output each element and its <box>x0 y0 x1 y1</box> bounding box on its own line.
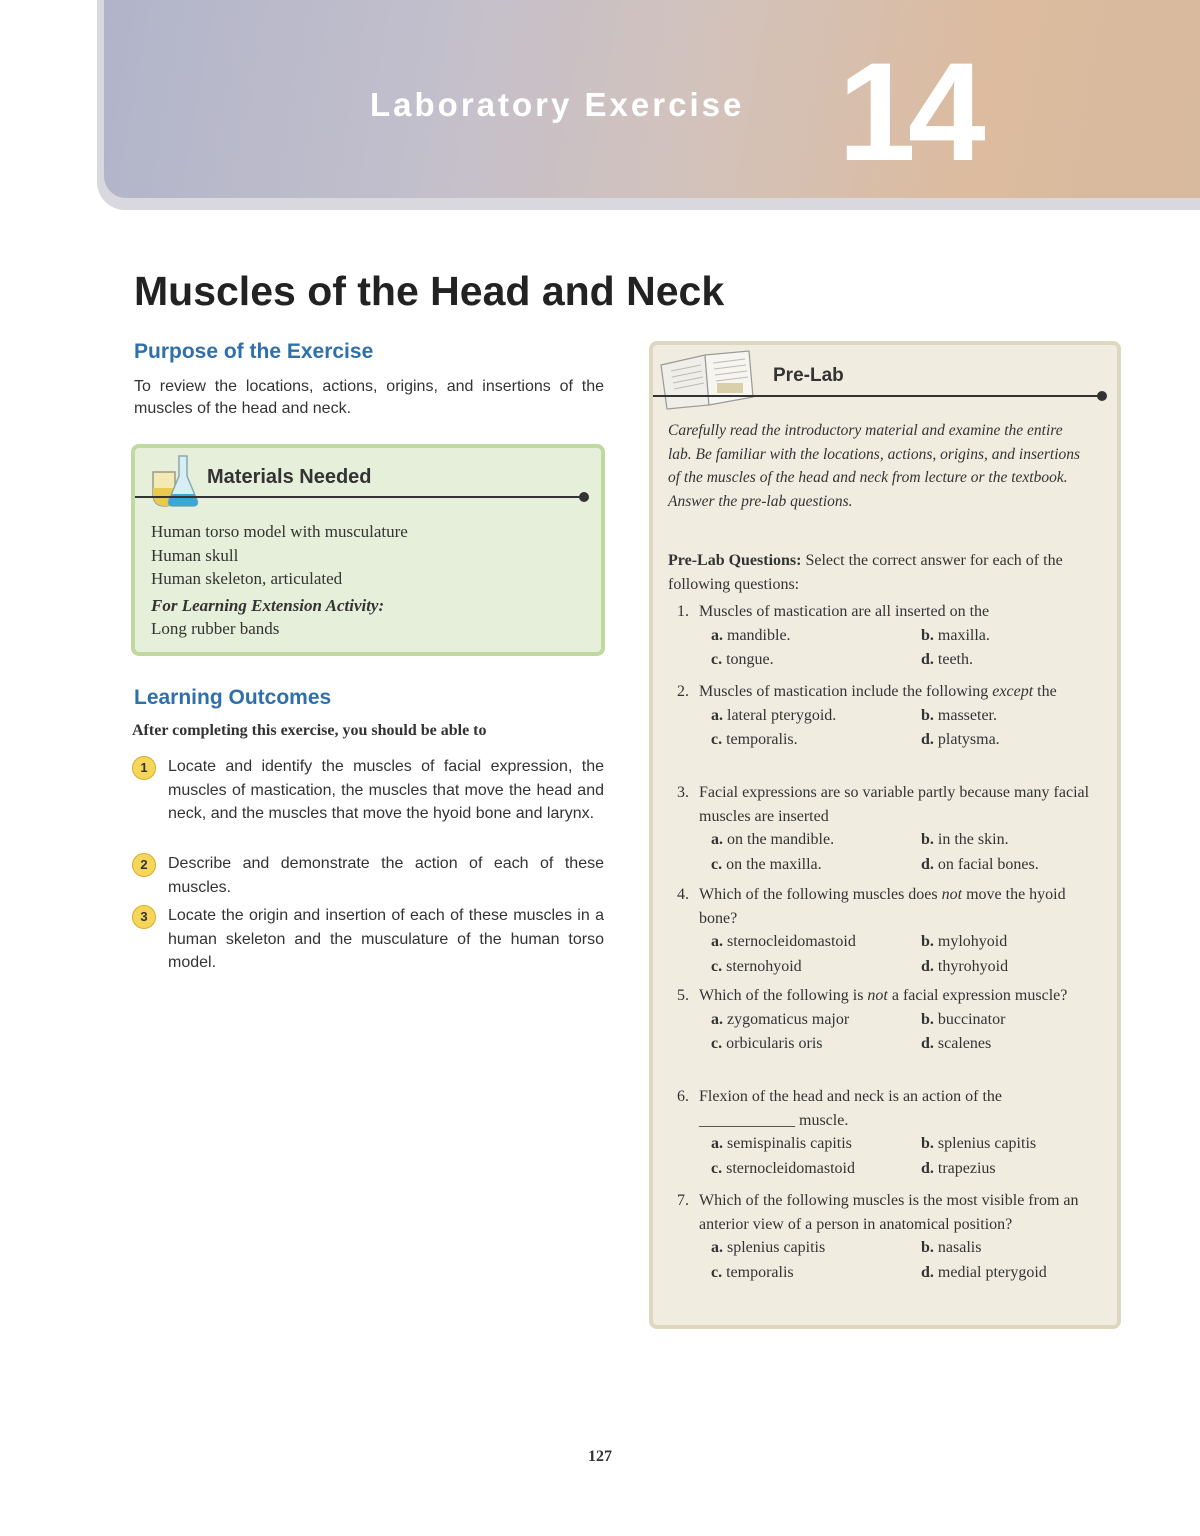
option-letter: a. <box>711 626 727 644</box>
question-number: 7. <box>677 1192 689 1209</box>
prelab-intro: Carefully read the introductory material and examine the entire lab. Be familiar with the locations, actions, origins, and insertions of the muscles of the head and neck from lecture or the textbook. Answer the pre-lab questions. <box>668 422 1081 510</box>
option-letter: c. <box>711 651 727 668</box>
option-text: maxilla. <box>937 626 990 644</box>
prelab-heading: Pre-Lab <box>773 365 844 386</box>
option-text: orbicularis oris <box>726 1035 823 1052</box>
answer-option <box>711 853 921 877</box>
answer-option <box>921 624 1121 648</box>
question-emphasis: not <box>941 886 963 903</box>
option-text: on the mandible. <box>727 831 835 848</box>
question-stem <box>677 984 1097 1008</box>
option-text: on facial bones. <box>937 855 1039 873</box>
question-number: 3. <box>677 784 689 801</box>
exercise-label: Laboratory Exercise <box>370 86 745 123</box>
answer-option <box>711 930 921 954</box>
answer-options <box>711 1236 1097 1284</box>
option-text: teeth. <box>937 651 973 668</box>
option-letter: c. <box>711 1035 727 1052</box>
option-letter: a. <box>711 1239 727 1256</box>
question-text: Muscles of mastication are all inserted on the <box>699 603 990 620</box>
outcomes-intro: After completing this exercise, you should be able to <box>132 722 487 739</box>
question-text: Flexion of the head and neck is an action of the <box>699 1088 1003 1105</box>
answer-options <box>711 930 1097 978</box>
materials-box <box>131 444 605 656</box>
option-letter: a. <box>711 1010 727 1028</box>
answer-option <box>921 828 1121 852</box>
option-letter: a. <box>711 706 727 724</box>
question-stem <box>677 883 1097 930</box>
prelab-questions-head <box>668 549 1098 597</box>
answer-option <box>921 648 1121 672</box>
option-text: mylohyoid <box>937 933 1008 950</box>
extension-heading: For Learning Extension Activity: <box>151 595 385 615</box>
answer-option <box>711 648 921 672</box>
option-text: temporalis. <box>726 731 798 748</box>
question-text: Facial expressions are so variable partly because many facial muscles are inserted <box>699 784 1090 825</box>
question-stem <box>677 600 1097 624</box>
question-stem <box>677 680 1097 704</box>
option-text: semispinalis capitis <box>727 1135 852 1152</box>
outcome-item <box>132 904 604 975</box>
question-4 <box>677 883 1097 978</box>
option-text: nasalis <box>937 1239 982 1256</box>
flask-icon <box>145 450 201 510</box>
option-letter: b. <box>921 831 938 848</box>
answer-option <box>711 955 921 979</box>
question-6 <box>677 1085 1097 1180</box>
option-letter: b. <box>921 1010 938 1028</box>
purpose-heading: Purpose of the Exercise <box>134 340 374 363</box>
option-letter: b. <box>921 1135 938 1152</box>
option-letter: a. <box>711 933 727 950</box>
option-text: scalenes <box>937 1035 992 1052</box>
option-text: sternohyoid <box>726 957 802 975</box>
materials-item: Human skeleton, articulated <box>151 569 343 588</box>
answer-option <box>711 1132 921 1156</box>
purpose-text: To review the locations, actions, origins, and insertions of the muscles of the head and neck. <box>134 378 604 417</box>
option-letter: d. <box>921 1263 938 1281</box>
option-letter: d. <box>921 731 938 748</box>
option-text: zygomaticus major <box>727 1010 850 1028</box>
answer-option <box>921 1032 1121 1056</box>
materials-list <box>151 520 408 641</box>
option-text: sternocleidomastoid <box>726 1159 855 1177</box>
answer-option <box>711 624 921 648</box>
option-letter: b. <box>921 706 938 724</box>
question-number: 2. <box>677 683 689 700</box>
question-text: Muscles of mastication include the following <box>699 683 989 700</box>
answer-options <box>711 704 1097 752</box>
question-number: 1. <box>677 603 689 620</box>
option-text: buccinator <box>937 1010 1006 1028</box>
option-text: medial pterygoid <box>937 1263 1047 1281</box>
materials-item: Long rubber bands <box>151 619 280 638</box>
question-stem <box>677 1085 1097 1132</box>
question-text: Which of the following muscles does <box>699 886 938 903</box>
question-text-tail: the <box>1037 683 1057 700</box>
option-text: mandible. <box>727 626 791 644</box>
answer-options <box>711 624 1097 672</box>
prelab-rule-dot <box>1097 391 1107 401</box>
option-text: in the skin. <box>937 831 1009 848</box>
question-7 <box>677 1189 1097 1284</box>
option-letter: d. <box>921 1035 938 1052</box>
materials-rule <box>135 496 585 498</box>
option-text: temporalis <box>726 1263 794 1281</box>
answer-option <box>921 1157 1121 1181</box>
option-letter: d. <box>921 855 938 873</box>
question-text: Which of the following muscles is the most visible from an anterior view of a person in anatomical position? <box>699 1192 1079 1233</box>
outcome-item <box>132 852 604 899</box>
answer-option <box>711 828 921 852</box>
option-text: on the maxilla. <box>726 855 822 873</box>
option-letter: b. <box>921 626 938 644</box>
option-letter: b. <box>921 933 938 950</box>
question-5 <box>677 984 1097 1056</box>
option-text: splenius capitis <box>937 1135 1037 1152</box>
page-title: Muscles of the Head and Neck <box>134 268 725 314</box>
option-text: masseter. <box>937 706 997 724</box>
option-letter: a. <box>711 1135 727 1152</box>
answer-option <box>921 955 1121 979</box>
answer-option <box>921 704 1121 728</box>
option-letter: c. <box>711 731 727 748</box>
option-letter: b. <box>921 1239 938 1256</box>
option-text: lateral pterygoid. <box>727 706 837 724</box>
question-number: 4. <box>677 886 689 903</box>
question-text-tail: a facial expression muscle? <box>891 987 1068 1004</box>
book-icon <box>657 347 757 411</box>
prelab-questions-instruction: Select the correct answer for each of the following questions: <box>668 552 1063 593</box>
answer-option <box>921 1008 1121 1032</box>
materials-item: Human skull <box>151 545 239 565</box>
page-number: 127 <box>588 1448 612 1465</box>
answer-options <box>711 828 1097 876</box>
option-letter: c. <box>711 1263 727 1281</box>
answer-option <box>921 1132 1121 1156</box>
option-text: sternocleidomastoid <box>727 933 856 950</box>
option-letter: d. <box>921 957 938 975</box>
outcomes-heading: Learning Outcomes <box>134 686 332 709</box>
outcome-item <box>132 755 604 826</box>
answer-option <box>921 853 1121 877</box>
question-text: Which of the following is <box>699 987 864 1004</box>
question-emphasis: not <box>867 987 888 1004</box>
question-number: 5. <box>677 987 689 1004</box>
answer-option <box>711 704 921 728</box>
option-letter: d. <box>921 1159 938 1177</box>
question-text-tail: ____________ muscle. <box>699 1111 849 1129</box>
outcome-number-badge: 1 <box>132 756 156 780</box>
option-text: thyrohyoid <box>937 957 1009 975</box>
question-stem <box>677 781 1097 828</box>
option-letter: a. <box>711 831 727 848</box>
outcome-text: Locate and identify the muscles of facial expression, the muscles of mastication, the muscles that move the head and neck, and the muscles that move the hyoid bone and larynx. <box>168 758 604 822</box>
question-number: 6. <box>677 1088 689 1105</box>
answer-option <box>711 728 921 752</box>
exercise-number: 14 <box>838 33 978 190</box>
materials-rule-dot <box>579 492 589 502</box>
option-letter: c. <box>711 957 727 975</box>
answer-option <box>711 1032 921 1056</box>
outcome-number-badge: 3 <box>132 905 156 929</box>
option-letter: c. <box>711 1159 727 1177</box>
option-letter: c. <box>711 855 727 873</box>
answer-options <box>711 1008 1097 1056</box>
option-text: platysma. <box>937 731 1000 748</box>
option-text: tongue. <box>726 651 774 668</box>
answer-options <box>711 1132 1097 1180</box>
answer-option <box>921 1236 1121 1260</box>
outcome-text: Describe and demonstrate the action of each of these muscles. <box>168 855 604 896</box>
answer-option <box>921 1261 1121 1285</box>
materials-item: Human torso model with musculature <box>151 522 408 541</box>
answer-option <box>711 1157 921 1181</box>
question-emphasis: except <box>992 683 1034 700</box>
option-text: splenius capitis <box>727 1239 826 1256</box>
question-text-tail: move the hyoid bone? <box>699 886 1066 927</box>
question-stem <box>677 1189 1097 1236</box>
materials-heading: Materials Needed <box>207 466 372 488</box>
answer-option <box>711 1236 921 1260</box>
question-2 <box>677 680 1097 752</box>
outcome-number-badge: 2 <box>132 853 156 877</box>
answer-option <box>711 1008 921 1032</box>
prelab-rule <box>653 395 1101 397</box>
answer-option <box>921 930 1121 954</box>
prelab-questions-label: Pre-Lab Questions: <box>668 552 802 569</box>
answer-option <box>921 728 1121 752</box>
option-letter: d. <box>921 651 938 668</box>
option-text: trapezius <box>937 1159 996 1177</box>
answer-option <box>711 1261 921 1285</box>
question-3 <box>677 781 1097 876</box>
question-1 <box>677 600 1097 672</box>
outcome-text: Locate the origin and insertion of each of these muscles in a human skeleton and the musculature of the human torso model. <box>168 907 604 971</box>
